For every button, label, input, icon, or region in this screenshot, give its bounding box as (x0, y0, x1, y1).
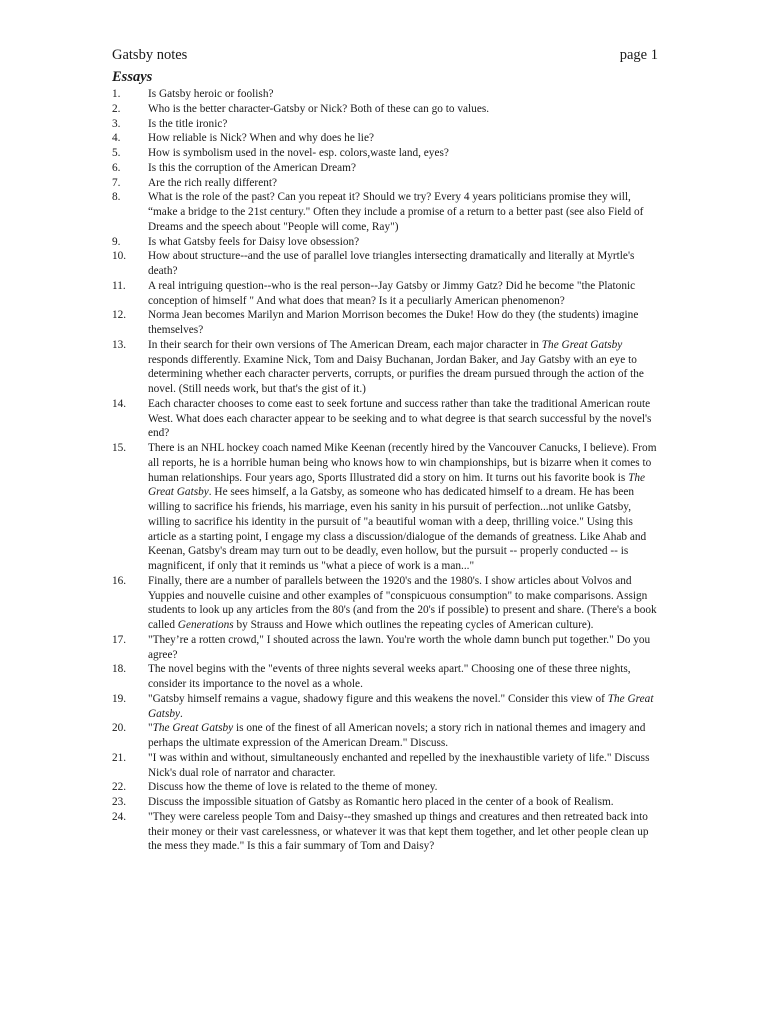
text-run: Is Gatsby heroic or foolish? (148, 88, 274, 100)
text-run: " (148, 722, 153, 735)
text-run: . (180, 707, 183, 720)
item-number: 21. (112, 751, 127, 764)
text-run: Norma Jean becomes Marilyn and Marion Morrison becomes the Duke! How do they (the students) imagine themselves? (148, 309, 639, 336)
document-title: Gatsby notes (112, 47, 188, 63)
list-item (112, 176, 658, 191)
text-run: Are the rich really different? (148, 176, 278, 189)
book-title: The Great Gatsby (152, 722, 234, 735)
item-number: 8. (112, 191, 121, 204)
item-number: 14. (112, 397, 127, 410)
item-number: 19. (112, 692, 127, 705)
item-number: 7. (112, 176, 121, 189)
item-number: 23. (112, 796, 127, 808)
item-text (148, 810, 658, 854)
list-item (112, 721, 658, 751)
item-text (148, 574, 658, 633)
list-item (112, 795, 658, 810)
page-number: page 1 (619, 47, 658, 63)
item-number: 13. (112, 338, 127, 351)
list-item (112, 633, 658, 663)
text-run: Each character chooses to come east to seek fortune and success rather than take the traditional American route West. What does each character appear to be seeking and to what degree is that search successful by the novel's end? (148, 397, 652, 440)
text-run: In their search for their own versions of The American Dream, each major character in (148, 338, 542, 351)
text-run: . He sees himself, a la Gatsby, as someone who has dedicated himself to a dream. He has been willing to sacrifice his friends, his marriage, even his sanity in his pursuit of perfection...not unlike Gatsby, willing to sacrifice his identity in the pursuit of "a beautiful woman with a deep, thrilling voice." Using this article as a starting point, I engage my class a discussion/dialogue of the demands of greatness. Like Ahab and Keenan, Gatsby's dream may turn out to be deadly, even hollow, but the pursuit -- properly conducted -- is magnificent, if only that it reminds us "what a piece of work is a man..." (148, 486, 647, 572)
list-item (112, 235, 658, 250)
item-number: 18. (112, 663, 127, 676)
item-number: 17. (112, 633, 127, 646)
text-run: The novel begins with the "events of three nights several weeks apart." Choosing one of these three nights, consider its importance to the novel as a whole. (148, 663, 631, 690)
item-number: 16. (112, 574, 127, 587)
list-item (112, 190, 658, 234)
book-title: Generations (177, 619, 234, 631)
item-text (148, 131, 658, 146)
document-page (112, 46, 658, 854)
item-number: 15. (112, 442, 127, 454)
text-run: "Gatsby himself remains a vague, shadowy figure and this weakens the novel." Consider this view of (148, 692, 608, 705)
item-number: 9. (112, 235, 121, 248)
item-text (148, 397, 658, 441)
item-number: 20. (112, 722, 127, 735)
text-run: Finally, there are a number of parallels between the 1920's and the 1980's. I show articles about Volvos and Yuppies and nouvelle cuisine and other examples of "conspicuous consumption" to make comparisons. Assign students to look up any articles from the 80's (and from the 20's if possible) to present and share. (There's a book called (148, 574, 657, 631)
text-run: "I was within and without, simultaneously enchanted and repelled by the inexhaustible variety of life." Discuss Nick's dual role of narrator and character. (148, 751, 650, 779)
item-number: 11. (112, 279, 126, 292)
list-item (112, 146, 658, 161)
text-run: How reliable is Nick? When and why does he lie? (148, 132, 374, 145)
list-item (112, 780, 658, 795)
list-item (112, 279, 658, 309)
text-run: Is the title ironic? (148, 117, 228, 130)
item-text (148, 633, 658, 663)
item-text (148, 102, 658, 117)
item-text (148, 176, 658, 191)
list-item (112, 692, 658, 722)
book-title: The Great Gatsby (148, 692, 654, 720)
item-number: 10. (112, 250, 127, 263)
list-item (112, 662, 658, 692)
list-item (112, 249, 658, 279)
list-item (112, 574, 658, 633)
list-item (112, 810, 658, 854)
item-text (148, 692, 658, 722)
item-text (148, 249, 658, 279)
item-text (148, 190, 658, 234)
text-run: Discuss the impossible situation of Gatsby as Romantic hero placed in the center of a book of Realism. (148, 796, 614, 808)
text-run: by Strauss and Howe which outlines the repeating cycles of American culture). (233, 619, 594, 631)
item-number: 1. (112, 88, 121, 100)
item-text (148, 662, 658, 692)
item-text (148, 751, 658, 781)
item-text (148, 117, 658, 132)
text-run: Is what Gatsby feels for Daisy love obsession? (148, 235, 360, 248)
item-text (148, 161, 658, 176)
item-text (148, 780, 658, 795)
text-run: There is an NHL hockey coach named Mike Keenan (recently hired by the Vancouver Canucks, I believe). From all reports, he is a horrible human being who knows how to win championships, but is bizarre when it comes to human relationships. Four years ago, Sports Illustrated did a story on him. It turns out his favorite book is (148, 442, 657, 484)
list-item (112, 102, 658, 117)
item-text (148, 721, 658, 751)
item-number: 2. (112, 102, 121, 115)
item-number: 22. (112, 781, 127, 794)
item-text (148, 279, 658, 309)
item-number: 6. (112, 161, 121, 174)
item-number: 24. (112, 810, 127, 823)
text-run: responds differently. Examine Nick, Tom and Daisy Buchanan, Jordan Baker, and Jay Gatsby with an eye to determining whether each character perverts, corrupts, or purifies the dream pursued through the action of the novel. (Still needs work, but that's the gist of it.) (148, 353, 644, 395)
item-number: 4. (112, 132, 121, 145)
list-item (112, 87, 658, 102)
page-header (112, 46, 658, 66)
list-item (112, 751, 658, 781)
list-item (112, 117, 658, 132)
item-text (148, 795, 658, 810)
list-item (112, 441, 658, 574)
section-title: Essays (112, 69, 153, 85)
text-run: What is the role of the past? Can you repeat it? Should we try? Every 4 years politicians promise they will, “make a bridge to the 21st century." Often they include a promise of a return to a better past (see also Field of Dreams and the speech about "People will come, Ray") (148, 191, 644, 233)
item-text (148, 338, 658, 397)
essay-question-list (112, 87, 658, 854)
item-text (148, 87, 658, 102)
book-title: The Great Gatsby (541, 338, 623, 351)
item-text (148, 235, 658, 250)
item-number: 3. (112, 117, 121, 130)
text-run: How about structure--and the use of parallel love triangles intersecting dramatically and literally at Myrtle's death? (148, 250, 635, 277)
text-run: Is this the corruption of the American Dream? (148, 161, 356, 174)
text-run: "They were careless people Tom and Daisy--they smashed up things and creatures and then retreated back into their money or their vast carelessness, or whatever it was that kept them together, and let other people clean up the mess they made." Is this a fair summary of Tom and Daisy? (148, 810, 649, 853)
text-run: How is symbolism used in the novel- esp. colors,waste land, eyes? (148, 147, 449, 159)
item-number: 12. (112, 309, 127, 322)
book-title: The Great Gatsby (148, 471, 646, 499)
item-text (148, 441, 658, 574)
list-item (112, 131, 658, 146)
text-run: "They’re a rotten crowd," I shouted across the lawn. You're worth the whole damn bunch put together." Do you agree? (148, 633, 651, 661)
item-text (148, 146, 658, 161)
text-run: A real intriguing question--who is the real person--Jay Gatsby or Jimmy Gatz? Did he become "the Platonic conception of himself " And what does that mean? Is it a peculiarly American phenomenon? (148, 279, 636, 307)
list-item (112, 161, 658, 176)
list-item (112, 397, 658, 441)
text-run: Who is the better character-Gatsby or Nick? Both of these can go to values. (148, 102, 490, 115)
list-item (112, 338, 658, 397)
list-item (112, 308, 658, 338)
item-number: 5. (112, 147, 121, 159)
text-run: is one of the finest of all American novels; a story rich in national themes and imagery and perhaps the ultimate expression of the American Dream." Discuss. (148, 722, 646, 749)
item-text (148, 308, 658, 338)
text-run: Discuss how the theme of love is related to the theme of money. (148, 781, 438, 794)
